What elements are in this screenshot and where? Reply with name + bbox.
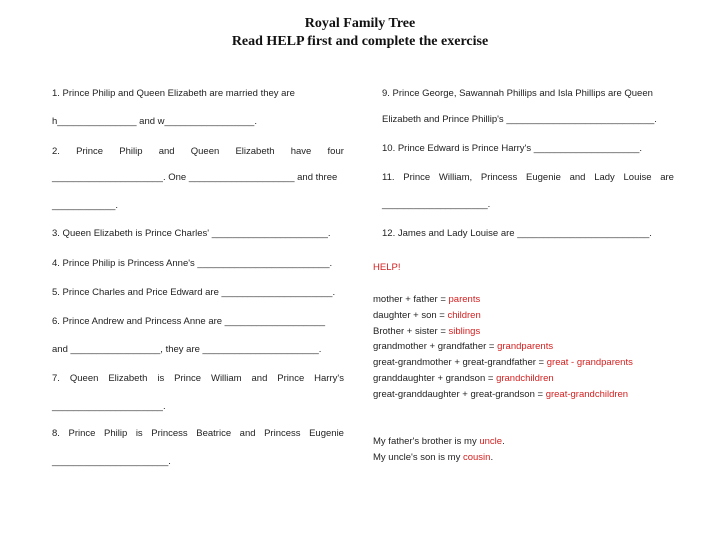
help-item-term: granddaughter + grandson = xyxy=(373,373,497,384)
help-item xyxy=(373,357,633,368)
uncle-word: uncle xyxy=(479,436,503,447)
word: Harry's xyxy=(314,373,344,384)
word: 8. xyxy=(52,428,60,439)
question-12: 12. James and Lady Louise are _________________________. xyxy=(382,228,652,239)
question-9-line-1: 9. Prince George, Sawannah Phillips and Isla Phillips are Queen xyxy=(382,88,653,99)
question-1-line-1: 1. Prince Philip and Queen Elizabeth are married they are xyxy=(52,88,295,99)
question-3: 3. Queen Elizabeth is Prince Charles' ______________________. xyxy=(52,228,331,239)
question-8-line-2: ______________________. xyxy=(52,456,171,467)
word: Louise xyxy=(623,172,652,183)
help-item-answer: parents xyxy=(448,294,481,305)
word: Prince xyxy=(403,172,431,183)
word: William, xyxy=(438,172,473,183)
page-title: Royal Family Tree xyxy=(304,16,416,31)
help-item-answer: siblings xyxy=(448,326,481,337)
cousin-period: . xyxy=(490,452,494,463)
word: Eugenie xyxy=(526,172,561,183)
help-item xyxy=(373,310,481,321)
help-item-term: Brother + sister = xyxy=(373,326,449,337)
word: Queen xyxy=(69,373,99,384)
word: Prince xyxy=(68,428,96,439)
help-item-answer: grandparents xyxy=(497,341,554,352)
word: Prince xyxy=(76,146,104,157)
help-item xyxy=(373,326,480,337)
help-item xyxy=(373,389,628,400)
word: Prince xyxy=(277,373,305,384)
question-7-line-2: _____________________. xyxy=(52,401,166,412)
word: Elizabeth xyxy=(108,373,148,384)
uncle-period: . xyxy=(502,436,505,447)
word: William xyxy=(210,373,242,384)
help-item-term: grandmother + grandfather = xyxy=(373,341,498,352)
help-item-term: daughter + son = xyxy=(373,310,448,321)
word: Eugenie xyxy=(309,428,344,439)
question-8-line-1 xyxy=(52,428,344,439)
cousin-word: cousin xyxy=(462,452,491,463)
help-item xyxy=(373,341,553,352)
uncle-sentence-text: My father's brother is my xyxy=(373,436,480,447)
word: 11. xyxy=(382,172,395,183)
question-1-line-2: h_______________ and w_________________. xyxy=(52,116,257,127)
help-item-answer: great - grandparents xyxy=(546,357,633,368)
word: Princess xyxy=(264,428,301,439)
help-item-answer: children xyxy=(447,310,481,321)
word: is xyxy=(157,373,165,384)
question-6-line-2: and _________________, they are ______________________. xyxy=(52,344,322,355)
word: Princess xyxy=(480,172,518,183)
word: Princess xyxy=(151,428,188,439)
word: is xyxy=(135,428,143,439)
word: 7. xyxy=(52,373,60,384)
help-item xyxy=(373,294,480,305)
word: Beatrice xyxy=(196,428,232,439)
cousin-sentence xyxy=(373,452,493,463)
word: Philip xyxy=(119,146,143,157)
question-6-line-1: 6. Prince Andrew and Princess Anne are ___________________ xyxy=(52,316,326,327)
uncle-sentence xyxy=(373,436,505,447)
help-item-answer: grandchildren xyxy=(496,373,554,384)
question-4: 4. Prince Philip is Princess Anne's _________________________. xyxy=(52,258,333,269)
help-item-answer: great-grandchildren xyxy=(545,389,629,400)
question-11-line-2: ____________________. xyxy=(382,199,491,210)
word: Prince xyxy=(174,373,202,384)
help-item-term: great-granddaughter + great-grandson = xyxy=(373,389,546,400)
help-item xyxy=(373,373,554,384)
cousin-sentence-text: My uncle's son is my xyxy=(373,452,463,463)
question-11-line-1 xyxy=(382,172,674,183)
word: and xyxy=(251,373,268,384)
question-7-line-1 xyxy=(52,373,344,384)
word: Queen xyxy=(190,146,220,157)
word: Lady xyxy=(594,172,615,183)
help-item-term: great-grandmother + great-grandfather = xyxy=(373,357,547,368)
question-10: 10. Prince Edward is Prince Harry's ____________________. xyxy=(382,143,643,154)
word: and xyxy=(569,172,586,183)
word: Elizabeth xyxy=(235,146,275,157)
word: four xyxy=(327,146,344,157)
help-title: HELP! xyxy=(373,262,401,273)
word: Philip xyxy=(104,428,128,439)
question-2-line-3: ____________. xyxy=(52,200,119,211)
help-item-term: mother + father = xyxy=(373,294,449,305)
word: and xyxy=(158,146,175,157)
word: have xyxy=(290,146,312,157)
word: and xyxy=(239,428,256,439)
question-2-line-2: _____________________. One ____________________ and three xyxy=(52,172,338,183)
page-subtitle: Read HELP first and complete the exercise xyxy=(231,34,489,49)
word: 2. xyxy=(52,146,60,157)
question-2-line-1 xyxy=(52,146,344,157)
word: are xyxy=(660,172,674,183)
question-9-line-2: Elizabeth and Prince Phillip's ____________________________. xyxy=(382,114,657,125)
question-5: 5. Prince Charles and Price Edward are _____________________. xyxy=(52,287,336,298)
